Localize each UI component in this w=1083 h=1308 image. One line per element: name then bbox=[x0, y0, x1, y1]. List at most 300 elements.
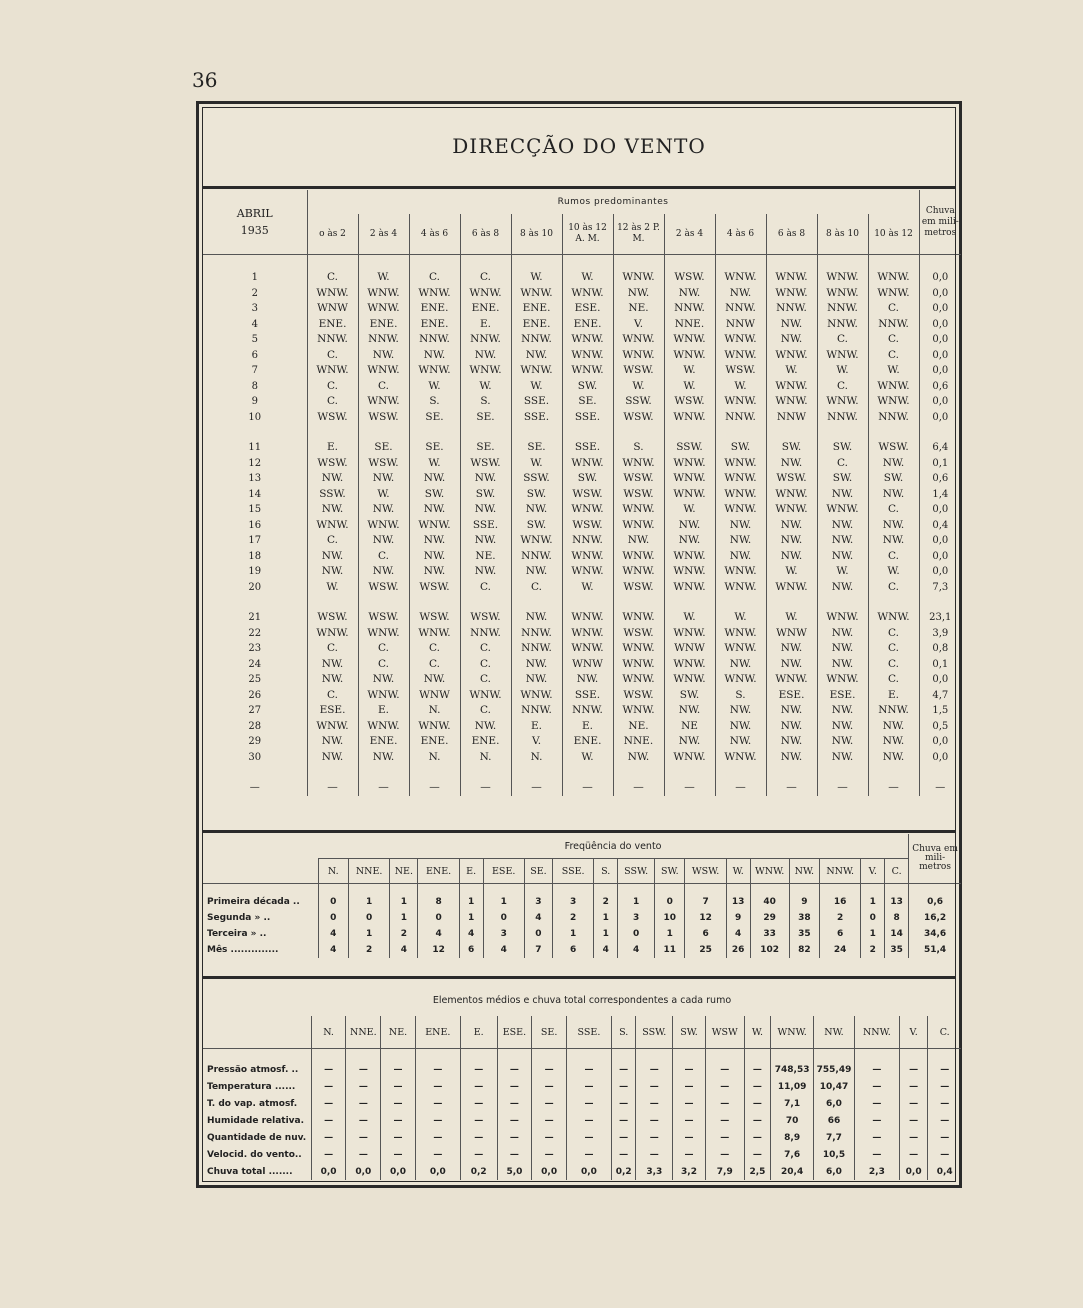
direction-cell: NW. bbox=[766, 750, 817, 766]
frequency-cell: 25 bbox=[685, 942, 726, 958]
direction-cell: SE. bbox=[409, 410, 460, 426]
direction-cell: W. bbox=[562, 270, 613, 286]
direction-cell: WNW. bbox=[766, 672, 817, 688]
direction-header: N. bbox=[318, 859, 348, 884]
direction-cell: WNW. bbox=[358, 626, 409, 642]
direction-cell: NNW. bbox=[511, 703, 562, 719]
direction-cell: N. bbox=[409, 703, 460, 719]
value-cell: — bbox=[636, 1146, 673, 1163]
direction-header: NE. bbox=[390, 859, 418, 884]
direction-cell: NNW. bbox=[511, 332, 562, 348]
value-cell: — bbox=[381, 1061, 416, 1078]
direction-cell: WNW. bbox=[868, 394, 919, 410]
direction-cell: NW. bbox=[715, 286, 766, 302]
direction-cell: WNW. bbox=[409, 719, 460, 735]
value-cell: — bbox=[705, 1129, 744, 1146]
direction-cell: — bbox=[817, 780, 868, 796]
table-row bbox=[203, 688, 961, 704]
direction-cell: NW. bbox=[409, 672, 460, 688]
spacer-row bbox=[203, 765, 961, 780]
value-cell: — bbox=[497, 1061, 532, 1078]
table-row bbox=[203, 332, 961, 348]
value-cell: — bbox=[346, 1112, 381, 1129]
direction-cell: NW. bbox=[613, 750, 664, 766]
rain-cell: 34,6 bbox=[909, 926, 961, 942]
value-cell: — bbox=[346, 1129, 381, 1146]
value-cell: 0,0 bbox=[381, 1163, 416, 1180]
direction-header: ENE. bbox=[418, 859, 459, 884]
direction-cell: NW. bbox=[460, 533, 511, 549]
direction-cell: NNW. bbox=[562, 703, 613, 719]
direction-cell: — bbox=[868, 780, 919, 796]
direction-cell: WNW. bbox=[664, 456, 715, 472]
frequency-cell: 4 bbox=[726, 926, 750, 942]
mean-elements-title: Elementos médios e chuva total correspondentes a cada rumo bbox=[432, 994, 732, 1006]
frequency-cell: 7 bbox=[685, 894, 726, 910]
value-cell: — bbox=[497, 1129, 532, 1146]
direction-cell: WNW. bbox=[613, 672, 664, 688]
frequency-cell: 2 bbox=[553, 910, 594, 926]
direction-cell: ENE. bbox=[460, 301, 511, 317]
value-cell: — bbox=[381, 1095, 416, 1112]
direction-cell: SE. bbox=[562, 394, 613, 410]
frequency-cell: 1 bbox=[594, 926, 618, 942]
direction-cell: C. bbox=[460, 672, 511, 688]
rain-cell: 0,1 bbox=[919, 657, 961, 673]
value-cell: — bbox=[899, 1078, 928, 1095]
direction-cell: WNW. bbox=[409, 518, 460, 534]
direction-cell: C. bbox=[358, 657, 409, 673]
direction-cell: NW. bbox=[358, 471, 409, 487]
value-cell: — bbox=[611, 1078, 636, 1095]
frequency-cell: 1 bbox=[390, 910, 418, 926]
direction-cell: W. bbox=[766, 564, 817, 580]
value-cell: — bbox=[415, 1095, 460, 1112]
day-cell: 29 bbox=[248, 736, 262, 748]
direction-cell: ENE. bbox=[511, 301, 562, 317]
hour-header: 2 às 4 bbox=[664, 214, 715, 255]
frequency-cell: 14 bbox=[885, 926, 909, 942]
hour-header: 4 às 6 bbox=[715, 214, 766, 255]
direction-cell: WNW. bbox=[817, 270, 868, 286]
direction-cell: WSW. bbox=[562, 518, 613, 534]
direction-cell: WNW. bbox=[562, 610, 613, 626]
direction-cell: WNW. bbox=[613, 518, 664, 534]
chuva-header: Chuva em mili-metros bbox=[919, 190, 961, 255]
direction-header: E. bbox=[459, 859, 483, 884]
day-cell: 2 bbox=[251, 287, 258, 299]
table-row bbox=[203, 894, 961, 910]
direction-cell: WNW. bbox=[664, 332, 715, 348]
day-cell: 15 bbox=[248, 504, 262, 516]
direction-cell: C. bbox=[868, 502, 919, 518]
rain-cell: 0,1 bbox=[919, 456, 961, 472]
direction-cell: S. bbox=[460, 394, 511, 410]
direction-cell: WNW. bbox=[715, 502, 766, 518]
day-cell: 27 bbox=[248, 705, 262, 717]
direction-cell: WNW. bbox=[409, 363, 460, 379]
direction-cell: — bbox=[511, 780, 562, 796]
value-cell: — bbox=[705, 1078, 744, 1095]
table-row bbox=[203, 610, 961, 626]
value-cell: 7,9 bbox=[705, 1163, 744, 1180]
value-cell: — bbox=[899, 1112, 928, 1129]
direction-cell: E. bbox=[460, 317, 511, 333]
direction-cell: V. bbox=[613, 317, 664, 333]
value-cell: — bbox=[899, 1095, 928, 1112]
direction-cell: NNW. bbox=[460, 332, 511, 348]
day-cell: 21 bbox=[248, 612, 262, 624]
direction-cell: NNE. bbox=[664, 317, 715, 333]
direction-cell: C. bbox=[868, 657, 919, 673]
hour-header: 2 às 4 bbox=[358, 214, 409, 255]
frequency-cell: 0 bbox=[418, 910, 459, 926]
direction-cell: WSW. bbox=[613, 580, 664, 596]
value-cell: 0,2 bbox=[611, 1163, 636, 1180]
direction-cell: WSW. bbox=[358, 580, 409, 596]
rain-cell: 0,6 bbox=[919, 379, 961, 395]
direction-cell: NW. bbox=[511, 610, 562, 626]
direction-cell: W. bbox=[409, 456, 460, 472]
rain-cell: 3,9 bbox=[919, 626, 961, 642]
direction-cell: W. bbox=[307, 580, 358, 596]
direction-cell: NW. bbox=[817, 487, 868, 503]
value-cell: — bbox=[744, 1129, 771, 1146]
direction-header: ESE. bbox=[497, 1016, 532, 1049]
direction-cell: WNW. bbox=[766, 487, 817, 503]
direction-cell: NW. bbox=[715, 657, 766, 673]
day-cell: 12 bbox=[248, 457, 262, 469]
rain-cell: 0,0 bbox=[919, 348, 961, 364]
direction-cell: WNW bbox=[766, 626, 817, 642]
direction-header: SSW. bbox=[636, 1016, 673, 1049]
direction-cell: WNW. bbox=[817, 610, 868, 626]
direction-cell: C. bbox=[358, 641, 409, 657]
direction-cell: WSW. bbox=[766, 471, 817, 487]
direction-cell: WNW. bbox=[562, 332, 613, 348]
frequency-cell: 102 bbox=[750, 942, 789, 958]
direction-cell: NW. bbox=[358, 564, 409, 580]
direction-cell: WNW. bbox=[613, 502, 664, 518]
frequency-cell: 6 bbox=[459, 942, 483, 958]
direction-cell: WSW. bbox=[613, 363, 664, 379]
value-cell: — bbox=[705, 1146, 744, 1163]
direction-cell: WSW. bbox=[613, 487, 664, 503]
direction-cell: NW. bbox=[715, 734, 766, 750]
direction-cell: NE. bbox=[613, 301, 664, 317]
direction-cell: WNW. bbox=[307, 719, 358, 735]
direction-cell: NNE. bbox=[613, 734, 664, 750]
frequency-cell: 4 bbox=[594, 942, 618, 958]
value-cell: 3,3 bbox=[636, 1163, 673, 1180]
direction-cell: C. bbox=[307, 394, 358, 410]
direction-cell: WNW. bbox=[817, 286, 868, 302]
row-label: Pressão atmosf. .. bbox=[207, 1064, 299, 1075]
direction-cell: WSW. bbox=[715, 363, 766, 379]
direction-cell: NW. bbox=[817, 549, 868, 565]
frequency-cell: 24 bbox=[820, 942, 861, 958]
day-cell: 28 bbox=[248, 720, 262, 732]
value-cell: — bbox=[567, 1095, 612, 1112]
rain-cell: 0,8 bbox=[919, 641, 961, 657]
direction-cell: WNW. bbox=[511, 688, 562, 704]
value-cell: — bbox=[636, 1095, 673, 1112]
divider bbox=[203, 186, 955, 189]
direction-header: NNW. bbox=[854, 1016, 899, 1049]
value-cell: — bbox=[673, 1078, 706, 1095]
value-cell: 0,0 bbox=[415, 1163, 460, 1180]
direction-cell: C. bbox=[868, 641, 919, 657]
direction-header: SE. bbox=[524, 859, 552, 884]
direction-cell: NW. bbox=[715, 518, 766, 534]
rain-cell: 0,0 bbox=[919, 394, 961, 410]
table-row bbox=[203, 270, 961, 286]
rain-cell: 51,4 bbox=[909, 942, 961, 958]
direction-cell: WSW. bbox=[613, 626, 664, 642]
spacer-row bbox=[203, 425, 961, 440]
direction-cell: WNW. bbox=[358, 286, 409, 302]
direction-cell: W. bbox=[817, 564, 868, 580]
frequency-cell: 2 bbox=[348, 942, 389, 958]
value-cell: — bbox=[567, 1112, 612, 1129]
direction-cell: NW. bbox=[511, 502, 562, 518]
frequency-cell: 4 bbox=[418, 926, 459, 942]
direction-cell: NW. bbox=[511, 348, 562, 364]
rain-cell: 0,5 bbox=[919, 719, 961, 735]
direction-cell: WSW. bbox=[460, 610, 511, 626]
direction-cell: SW. bbox=[664, 688, 715, 704]
direction-cell: N. bbox=[511, 750, 562, 766]
day-cell: 8 bbox=[251, 380, 258, 392]
value-cell: — bbox=[381, 1078, 416, 1095]
direction-cell: WNW. bbox=[664, 348, 715, 364]
direction-cell: C. bbox=[817, 379, 868, 395]
table-row bbox=[203, 471, 961, 487]
frequency-cell: 13 bbox=[726, 894, 750, 910]
direction-cell: WNW. bbox=[358, 688, 409, 704]
direction-cell: — bbox=[460, 780, 511, 796]
value-cell: 3,2 bbox=[673, 1163, 706, 1180]
frequency-cell: 4 bbox=[318, 942, 348, 958]
frequency-cell: 6 bbox=[553, 942, 594, 958]
direction-cell: WNW. bbox=[562, 286, 613, 302]
direction-cell: W. bbox=[358, 270, 409, 286]
direction-cell: NW. bbox=[307, 564, 358, 580]
direction-cell: WNW. bbox=[715, 750, 766, 766]
value-cell: — bbox=[497, 1146, 532, 1163]
direction-header: NNW. bbox=[820, 859, 861, 884]
value-cell: — bbox=[928, 1095, 961, 1112]
direction-cell: S. bbox=[613, 440, 664, 456]
page-title: DIRECÇÃO DO VENTO bbox=[452, 134, 706, 158]
direction-cell: W. bbox=[409, 379, 460, 395]
direction-cell: WNW. bbox=[460, 363, 511, 379]
value-cell: — bbox=[636, 1078, 673, 1095]
frequency-cell: 3 bbox=[618, 910, 655, 926]
value-cell: 8,9 bbox=[771, 1129, 814, 1146]
day-cell: 20 bbox=[248, 581, 262, 593]
direction-cell: NW. bbox=[460, 348, 511, 364]
direction-cell: WNW. bbox=[715, 672, 766, 688]
spacer-row bbox=[203, 1049, 961, 1062]
direction-cell: E. bbox=[307, 440, 358, 456]
direction-cell: WNW. bbox=[664, 657, 715, 673]
direction-header: WSW. bbox=[685, 859, 726, 884]
direction-cell: W. bbox=[511, 379, 562, 395]
day-cell: 24 bbox=[248, 658, 262, 670]
frequency-cell: 29 bbox=[750, 910, 789, 926]
frequency-cell: 6 bbox=[820, 926, 861, 942]
table-row bbox=[203, 641, 961, 657]
direction-cell: NNW. bbox=[664, 301, 715, 317]
day-cell: 11 bbox=[248, 442, 262, 454]
direction-cell: W. bbox=[460, 379, 511, 395]
table-row bbox=[203, 734, 961, 750]
frequency-cell: 9 bbox=[789, 894, 819, 910]
direction-cell: WNW. bbox=[613, 657, 664, 673]
direction-cell: WNW. bbox=[613, 332, 664, 348]
direction-cell: WNW. bbox=[511, 286, 562, 302]
rain-cell: 0,4 bbox=[919, 518, 961, 534]
frequency-table bbox=[203, 834, 961, 958]
direction-cell: NNW. bbox=[868, 410, 919, 426]
direction-header: S. bbox=[611, 1016, 636, 1049]
direction-cell: C. bbox=[307, 641, 358, 657]
rain-cell: 0,0 bbox=[919, 410, 961, 426]
direction-cell: WNW. bbox=[715, 270, 766, 286]
direction-cell: WSW. bbox=[409, 580, 460, 596]
year-label: 1935 bbox=[240, 224, 269, 237]
direction-cell: SW. bbox=[460, 487, 511, 503]
frequency-cell: 1 bbox=[348, 894, 389, 910]
value-cell: 20,4 bbox=[771, 1163, 814, 1180]
direction-cell: N. bbox=[409, 750, 460, 766]
table-row bbox=[203, 440, 961, 456]
value-cell: — bbox=[311, 1061, 346, 1078]
value-cell: — bbox=[532, 1061, 567, 1078]
direction-cell: WNW. bbox=[613, 641, 664, 657]
direction-cell: WNW. bbox=[562, 502, 613, 518]
direction-cell: WNW. bbox=[664, 626, 715, 642]
day-cell: — bbox=[249, 782, 260, 794]
frequency-cell: 1 bbox=[483, 894, 524, 910]
direction-cell: ENE. bbox=[307, 317, 358, 333]
direction-cell: ENE. bbox=[358, 317, 409, 333]
rumos-header: Rumos predominantes bbox=[307, 190, 919, 214]
value-cell: — bbox=[532, 1112, 567, 1129]
direction-cell: SE. bbox=[358, 440, 409, 456]
day-cell: 7 bbox=[251, 365, 258, 377]
direction-cell: ENE. bbox=[409, 734, 460, 750]
direction-cell: WNW. bbox=[358, 719, 409, 735]
direction-cell: C. bbox=[307, 379, 358, 395]
direction-cell: WNW. bbox=[562, 641, 613, 657]
value-cell: — bbox=[744, 1095, 771, 1112]
direction-cell: NW. bbox=[664, 703, 715, 719]
direction-header: V. bbox=[899, 1016, 928, 1049]
table-row bbox=[203, 394, 961, 410]
direction-cell: ENE. bbox=[409, 317, 460, 333]
direction-cell: WNW. bbox=[562, 348, 613, 364]
value-cell: — bbox=[854, 1146, 899, 1163]
direction-cell: NE. bbox=[613, 719, 664, 735]
value-cell: — bbox=[899, 1146, 928, 1163]
table-row bbox=[203, 719, 961, 735]
frequency-cell: 1 bbox=[459, 894, 483, 910]
direction-cell: WNW. bbox=[817, 348, 868, 364]
value-cell: — bbox=[460, 1095, 497, 1112]
direction-header: E. bbox=[460, 1016, 497, 1049]
day-cell: 6 bbox=[251, 349, 258, 361]
direction-header: NW. bbox=[814, 1016, 855, 1049]
table-row bbox=[203, 410, 961, 426]
frequency-cell: 1 bbox=[390, 894, 418, 910]
direction-cell: NW. bbox=[409, 533, 460, 549]
value-cell: — bbox=[899, 1061, 928, 1078]
table-row bbox=[203, 1129, 961, 1146]
direction-cell: WSW. bbox=[307, 410, 358, 426]
direction-cell: WSW. bbox=[562, 487, 613, 503]
direction-cell: NNW. bbox=[511, 549, 562, 565]
value-cell: — bbox=[705, 1095, 744, 1112]
direction-header: WNW. bbox=[750, 859, 789, 884]
frequency-cell: 35 bbox=[885, 942, 909, 958]
direction-cell: C. bbox=[460, 703, 511, 719]
direction-cell: NW. bbox=[511, 657, 562, 673]
value-cell: — bbox=[636, 1112, 673, 1129]
direction-header: WSW bbox=[705, 1016, 744, 1049]
hour-header: 10 às 12 bbox=[868, 214, 919, 255]
frequency-cell: 11 bbox=[655, 942, 685, 958]
direction-cell: WNW. bbox=[664, 580, 715, 596]
direction-cell: WNW. bbox=[664, 549, 715, 565]
direction-cell: NW. bbox=[409, 471, 460, 487]
frequency-cell: 1 bbox=[553, 926, 594, 942]
direction-cell: C. bbox=[868, 348, 919, 364]
direction-cell: NW. bbox=[409, 348, 460, 364]
frequency-cell: 0 bbox=[655, 894, 685, 910]
value-cell: — bbox=[899, 1129, 928, 1146]
table-row bbox=[203, 456, 961, 472]
table-row bbox=[203, 1061, 961, 1078]
hours-row bbox=[203, 214, 961, 255]
value-cell: 0,0 bbox=[567, 1163, 612, 1180]
value-cell: — bbox=[381, 1129, 416, 1146]
rain-cell: 16,2 bbox=[909, 910, 961, 926]
direction-cell: NW. bbox=[868, 456, 919, 472]
value-cell: 0,4 bbox=[928, 1163, 961, 1180]
direction-cell: NNW. bbox=[562, 533, 613, 549]
direction-cell: W. bbox=[562, 750, 613, 766]
frequency-cell: 2 bbox=[861, 942, 885, 958]
direction-cell: — bbox=[409, 780, 460, 796]
frequency-cell: 0 bbox=[861, 910, 885, 926]
table-row bbox=[203, 549, 961, 565]
direction-cell: SW. bbox=[766, 440, 817, 456]
direction-cell: WNW. bbox=[664, 564, 715, 580]
value-cell: — bbox=[311, 1095, 346, 1112]
frequency-cell: 0 bbox=[483, 910, 524, 926]
value-cell: — bbox=[415, 1078, 460, 1095]
value-cell: 6,0 bbox=[814, 1163, 855, 1180]
direction-cell: WNW. bbox=[307, 626, 358, 642]
direction-cell: WNW. bbox=[358, 301, 409, 317]
rain-cell: 0,0 bbox=[919, 317, 961, 333]
direction-cell: NNW. bbox=[511, 626, 562, 642]
direction-cell: NW. bbox=[766, 332, 817, 348]
frequency-cell: 1 bbox=[594, 910, 618, 926]
direction-cell: C. bbox=[409, 270, 460, 286]
